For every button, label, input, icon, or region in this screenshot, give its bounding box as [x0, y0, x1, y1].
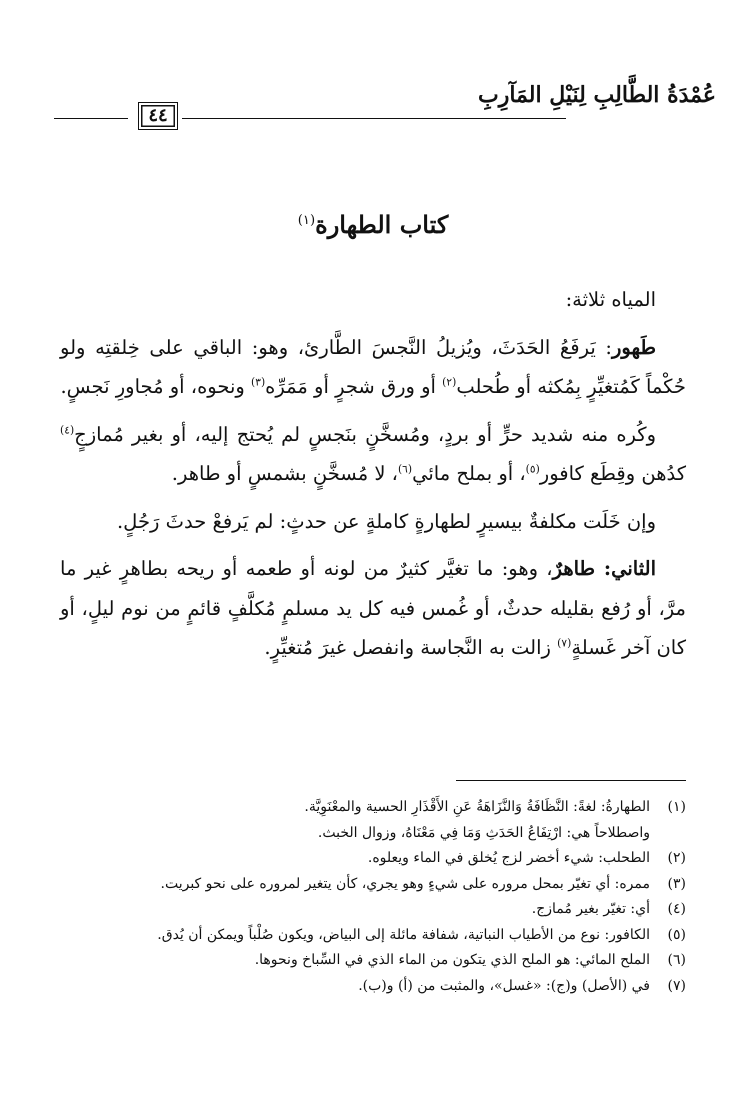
- footnote-item: [60, 974, 686, 1000]
- text-segment: ، أو بملح مائي: [412, 462, 526, 485]
- footnote-text: أي: تغيّر بغير مُمازج.: [531, 901, 650, 917]
- paragraph-intro: المياه ثلاثة:: [565, 288, 656, 311]
- footnote-text: الطهارةُ: لغةً: النَّظَافَةُ وَالنَّزَاهَةُ عَنِ الأَقْذَارِ الحسية والمعْنَوِيَّة.: [304, 799, 650, 815]
- footnote-item: [60, 923, 686, 949]
- footnote-number: (٣): [667, 875, 686, 892]
- footnote-item: [60, 821, 686, 847]
- running-title: عُمْدَةُ الطَّالِبِ لِنَيْلِ المَآرِبِ: [478, 82, 716, 108]
- paragraph-makruh: [60, 415, 686, 494]
- header-rule: [182, 118, 566, 119]
- paragraph-tahir: [60, 549, 686, 668]
- footnote-item: [60, 872, 686, 898]
- footnote-text: ممره: أي تغيّر بمحل مروره على شيءٍ وهو يجري، كأن يتغير لمروره على نحو كبريت.: [160, 875, 650, 892]
- main-text: [60, 280, 686, 676]
- footnote-item: [60, 948, 686, 974]
- text-segment: ، وهو: ما تغيَّر كثيرٌ من لونه أو طعمه أو ريحه بطاهرٍ غير ما مرَّ، أو رُفع بقليله حدثٌ، أو غُمس فيه كل يد مسلمٍ مُكلَّفٍ قائمٍ من نوم ليلٍ، أو كان آخر غَسلةٍ: [60, 557, 686, 659]
- term-tahir: الثاني: طاهرٌ: [552, 557, 656, 580]
- text-segment: وكُره منه شديد حرٍّ أو بردٍ، ومُسخَّنٍ بنَجسٍ لم يُحتج إليه، أو بغير مُمازجٍ: [74, 422, 656, 446]
- text-segment: : يَرفَعُ الحَدَثَ، ويُزيلُ النَّجسَ الطَّارئ، وهو: الباقي على خِلقتِه ولو حُكْماً كَمُتغيِّرٍ بِمُكثه أو طُحلب: [60, 335, 686, 398]
- text-segment: كدُهن وقِطَع كافور: [539, 462, 686, 485]
- footnote-number: (٥): [667, 926, 686, 943]
- footnote-number: (٦): [667, 952, 686, 968]
- page-number: ٤٤: [138, 102, 178, 130]
- text-segment: ونحوه، أو مُجاورِ نَجسٍ.: [60, 375, 252, 398]
- footnote-number: (٢): [667, 850, 686, 866]
- footnote-separator: [456, 780, 686, 781]
- paragraph-khalwa: وإن خَلَت مكلفةٌ بيسيرٍ لطهارةٍ كاملةٍ عن حدثٍ: لم يَرفعْ حدثَ رَجُلٍ.: [116, 509, 656, 533]
- footnote-number: (٤): [667, 901, 686, 917]
- footnote-ref: (١): [297, 213, 316, 228]
- text-segment: ، لا مُسخَّنٍ بشمسٍ أو طاهر.: [171, 462, 398, 485]
- footnote-ref: (٤): [60, 423, 75, 436]
- text-segment: زالت به النَّجاسة وانفصل غيرَ مُتغيِّرٍ.: [264, 636, 558, 659]
- footnotes: [60, 795, 686, 999]
- footnote-text: واصطلاحاً هي: ارْتِفَاعُ الحَدَثِ وَمَا فِي مَعْنَاهُ، وزوال الخبث.: [317, 824, 650, 841]
- footnote-text: الملح المائي: هو الملح الذي يتكون من الماء الذي في السِّباخ ونحوها.: [254, 952, 650, 968]
- term-tahur: طَهور: [612, 335, 656, 359]
- chapter-title-text: كتاب الطهارة: [315, 210, 449, 239]
- paragraph-tahur: [60, 328, 686, 407]
- footnote-text: الطحلب: شيء أخضر لزج يُخلق في الماء ويعلوه.: [367, 850, 650, 866]
- page-header: [44, 82, 716, 126]
- footnote-ref: (٣): [251, 375, 266, 389]
- footnote-ref: (٧): [557, 636, 572, 650]
- text-segment: أو ورق شجرٍ أو مَمَرِّه: [265, 375, 443, 398]
- footnote-text: الكافور: نوع من الأطياب النباتية، شفافة مائلة إلى البياض، ويكون صُلْباً ويمكن أن يُدق.: [157, 926, 650, 943]
- footnote-item: [60, 846, 686, 872]
- footnote-ref: (٦): [397, 462, 413, 476]
- footnote-ref: (٢): [442, 375, 457, 389]
- footnote-item: [60, 795, 686, 821]
- footnote-number: (٧): [667, 977, 686, 994]
- header-rule-short: [54, 118, 128, 119]
- footnote-text: في (الأصل) و(ج): «غسل»، والمثبت من (أ) و(ب).: [358, 977, 650, 994]
- footnote-item: [60, 897, 686, 923]
- footnote-number: (١): [667, 799, 686, 815]
- chapter-title: [0, 210, 746, 239]
- footnote-ref: (٥): [525, 462, 540, 476]
